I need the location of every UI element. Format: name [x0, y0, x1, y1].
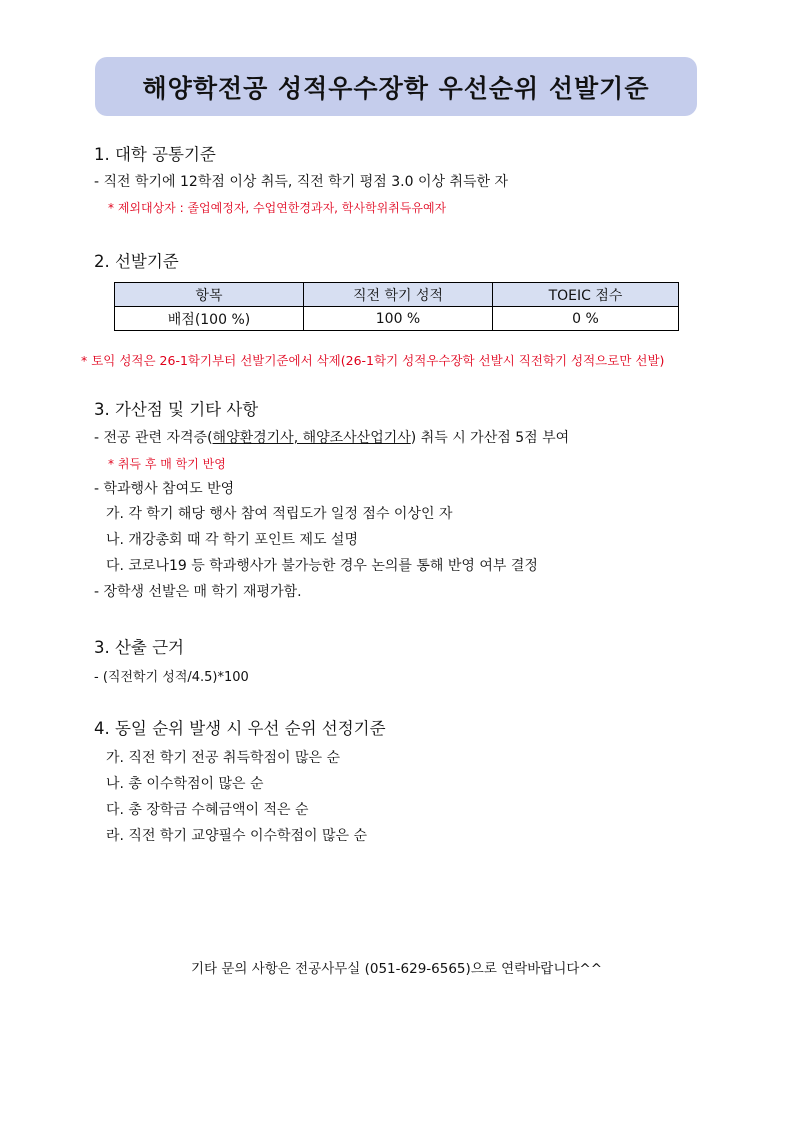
- certificate-names: 해양환경기사, 해양조사산업기사: [212, 430, 411, 446]
- table-cell: 100 %: [304, 307, 493, 331]
- section-1-heading: 1. 대학 공통기준: [94, 145, 216, 164]
- title-banner: [95, 57, 697, 116]
- section-3-heading: 3. 가산점 및 기타 사항: [94, 400, 259, 419]
- line-1-prefix: - 전공 관련 자격증(: [94, 430, 213, 446]
- section-3-line-2: - 학과행사 참여도 반영: [94, 481, 235, 497]
- section-5-heading: 4. 동일 순위 발생 시 우선 순위 선정기준: [94, 719, 386, 738]
- section-3-line-3: - 장학생 선발은 매 학기 재평가함.: [94, 584, 302, 600]
- list-item: 가. 직전 학기 전공 취득학점이 많은 순: [106, 750, 341, 766]
- table-header-row: [115, 283, 679, 307]
- section-4-heading: 3. 산출 근거: [94, 638, 184, 657]
- section-2-heading: 2. 선발기준: [94, 252, 179, 271]
- table-cell: 0 %: [493, 307, 679, 331]
- page-title: 해양학전공 성적우수장학 우선순위 선발기준: [142, 73, 650, 103]
- score-table: [114, 282, 679, 331]
- table-header: 직전 학기 성적: [304, 283, 493, 307]
- table-header: TOEIC 점수: [493, 283, 679, 307]
- table-row: [115, 307, 679, 331]
- list-item: 라. 직전 학기 교양필수 이수학점이 많은 순: [106, 828, 368, 844]
- table-header: 항목: [115, 283, 304, 307]
- section-1-line: - 직전 학기에 12학점 이상 취득, 직전 학기 평점 3.0 이상 취득한 자: [94, 174, 509, 190]
- section-4-line: - (직전학기 성적/4.5)*100: [94, 670, 249, 685]
- section-3-note: * 취득 후 매 학기 반영: [108, 457, 226, 471]
- list-item: 나. 총 이수학점이 많은 순: [106, 776, 264, 792]
- contact-footer: 기타 문의 사항은 전공사무실 (051-629-6565)으로 연락바랍니다^^: [190, 961, 603, 977]
- section-1-note: * 제외대상자 : 졸업예정자, 수업연한경과자, 학사학위취득유예자: [108, 201, 447, 215]
- section-3-sub-a: 가. 각 학기 해당 행사 참여 적립도가 일정 점수 이상인 자: [106, 506, 453, 522]
- list-item: 다. 총 장학금 수혜금액이 적은 순: [106, 802, 309, 818]
- line-1-suffix: ) 취득 시 가산점 5점 부여: [410, 430, 570, 446]
- section-3-sub-b: 나. 개강총회 때 각 학기 포인트 제도 설명: [106, 532, 358, 548]
- section-3-sub-c: 다. 코로나19 등 학과행사가 불가능한 경우 논의를 통해 반영 여부 결정: [106, 558, 538, 574]
- section-3-line-1: [94, 427, 569, 447]
- table-cell: 배점(100 %): [115, 307, 304, 331]
- section-2-note: * 토익 성적은 26-1학기부터 선발기준에서 삭제(26-1학기 성적우수장학 선발시 직전학기 성적으로만 선발): [81, 353, 665, 368]
